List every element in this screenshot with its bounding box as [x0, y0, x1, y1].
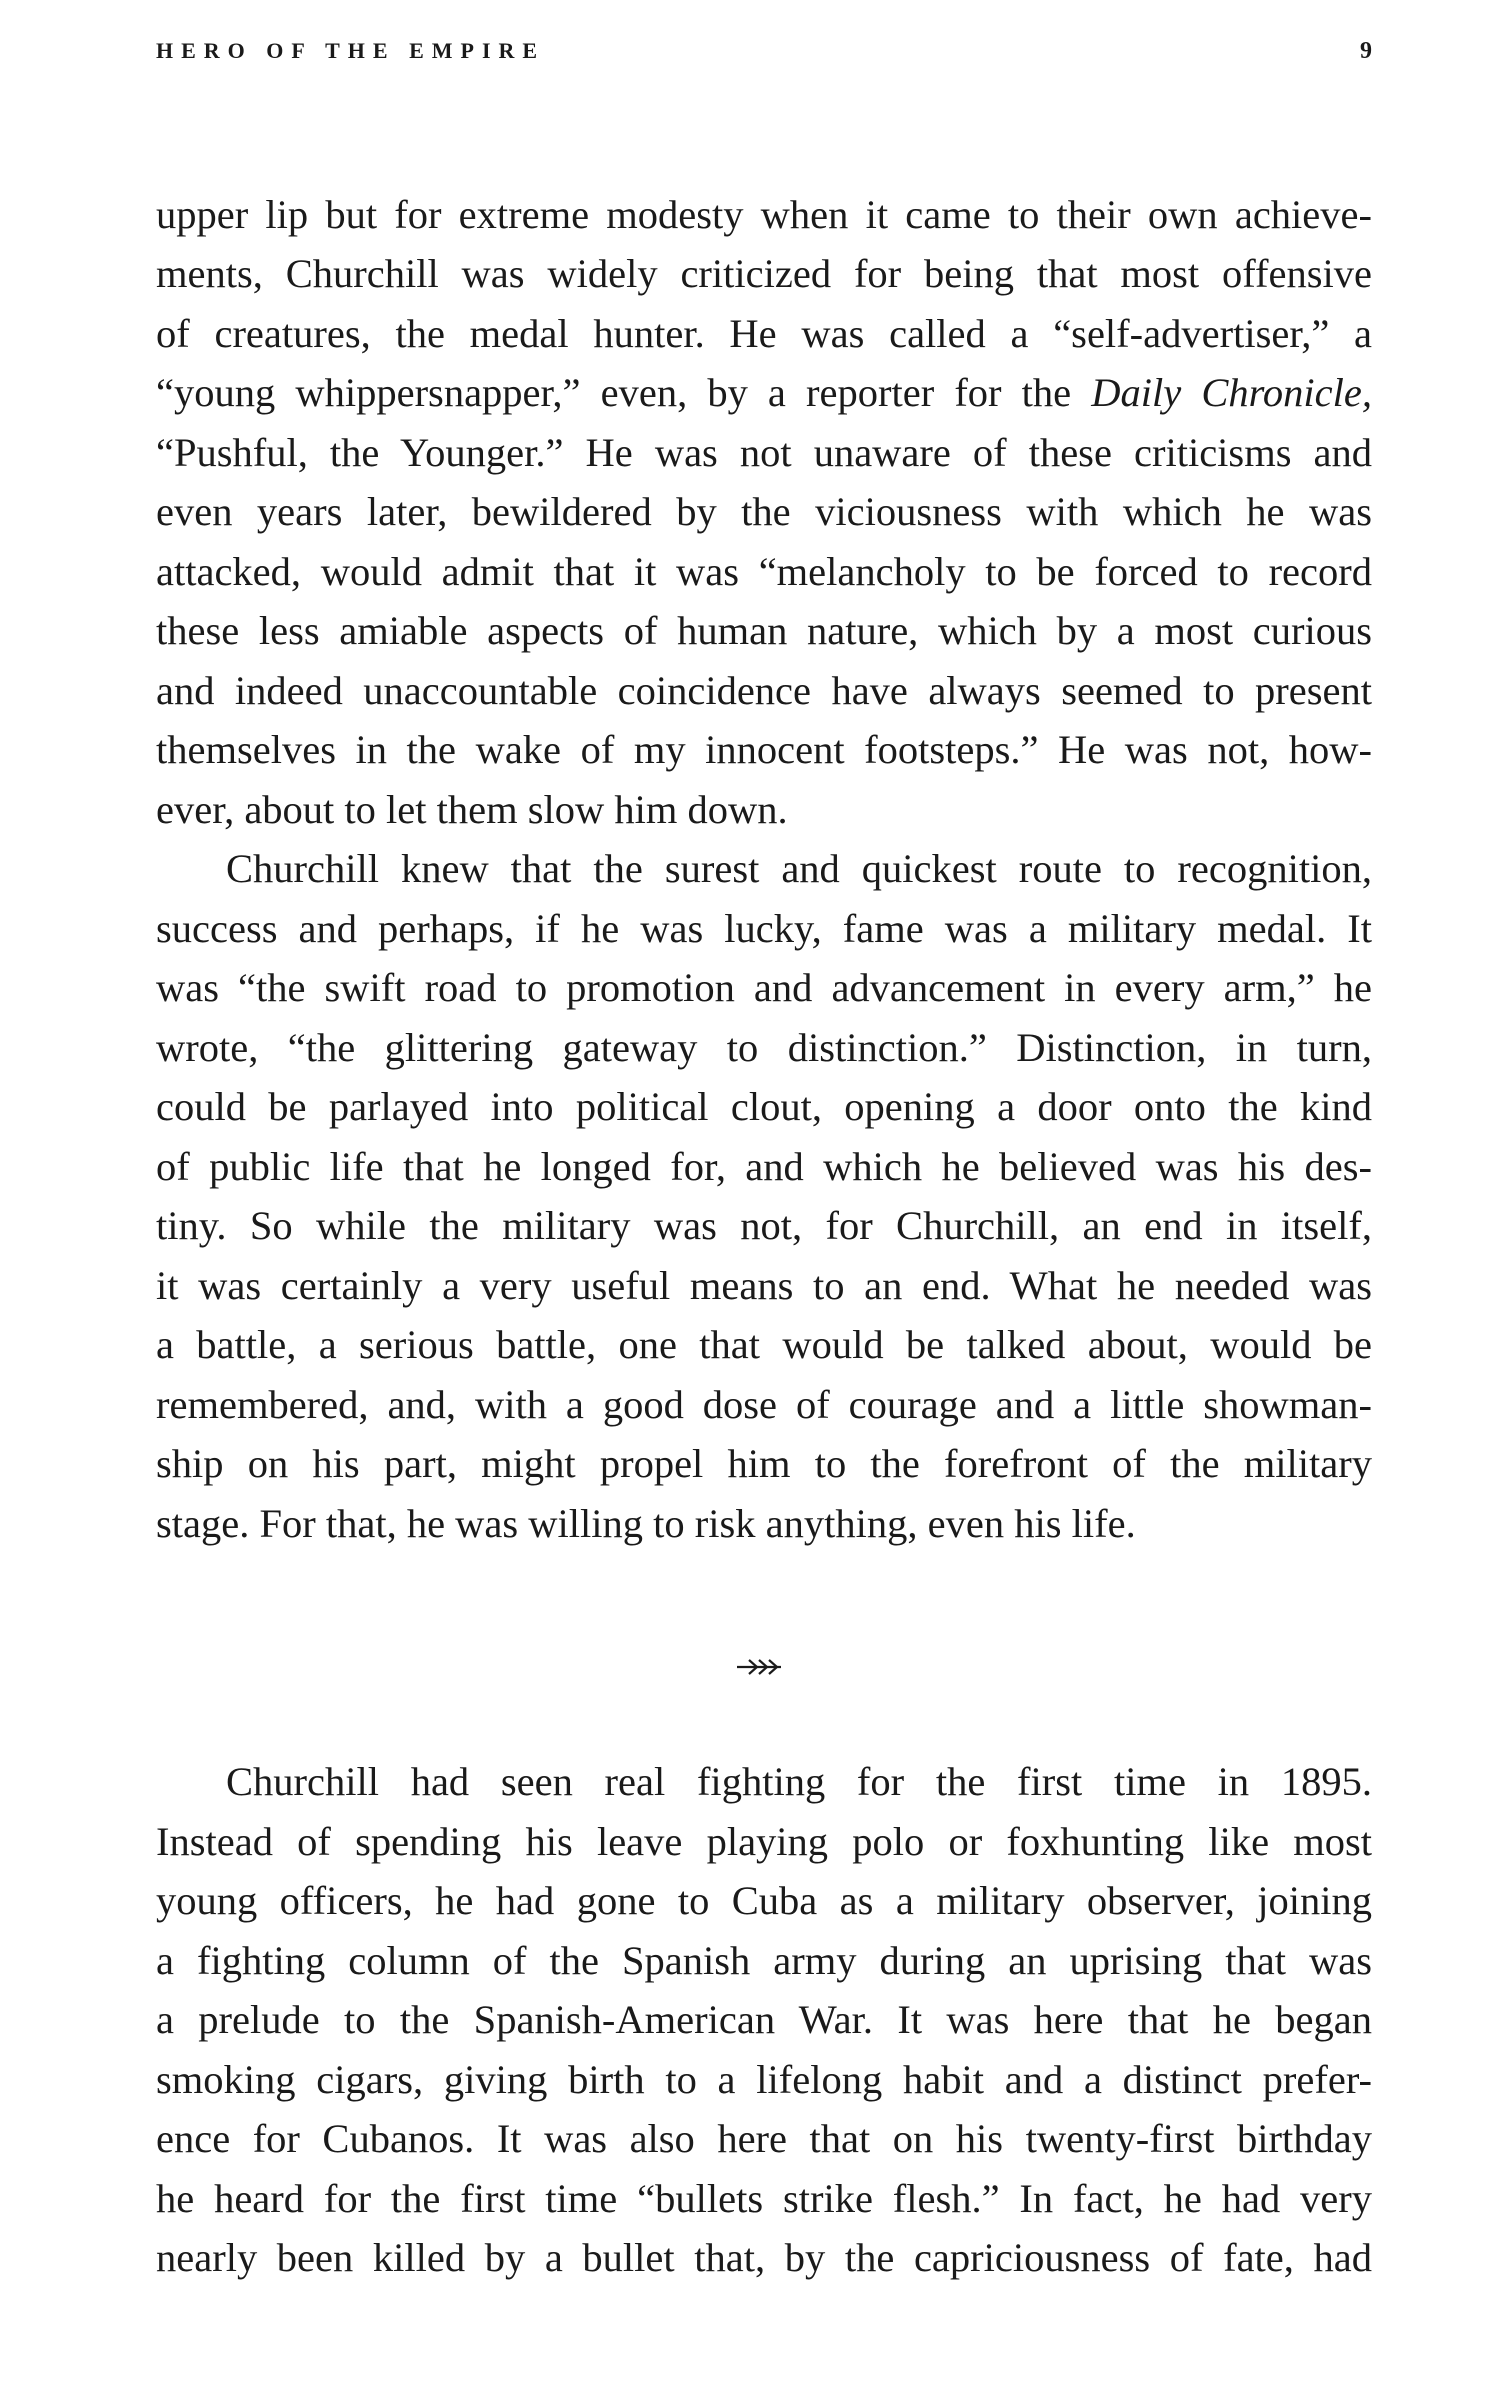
text-line: of creatures, the medal hunter. He was called a “self-advertiser,” a [156, 311, 1372, 356]
text-line: Churchill had seen real fighting for the first time in 1895. [226, 1759, 1372, 1804]
text-line: and indeed unaccountable coincidence have always seemed to present [156, 668, 1372, 713]
text-line: nearly been killed by a bullet that, by the capriciousness of fate, had [156, 2235, 1372, 2280]
text-line: these less amiable aspects of human nature, which by a most curious [156, 608, 1372, 653]
section-break-arrow-icon [735, 1656, 785, 1678]
text-line: Instead of spending his leave playing polo or foxhunting like most [156, 1819, 1372, 1864]
text-line: smoking cigars, giving birth to a lifelong habit and a distinct prefer- [156, 2057, 1372, 2102]
page-number: 9 [1360, 38, 1372, 64]
text-line: ments, Churchill was widely criticized for being that most offensive [156, 251, 1372, 296]
text-line: upper lip but for extreme modesty when it came to their own achieve- [156, 192, 1372, 237]
text-line: remembered, and, with a good dose of courage and a little showman- [156, 1382, 1372, 1427]
text-line: ence for Cubanos. It was also here that on his twenty-first birthday [156, 2116, 1372, 2161]
text-line: Churchill knew that the surest and quickest route to recognition, [226, 846, 1372, 891]
text-line: of public life that he longed for, and which he believed was his des- [156, 1144, 1372, 1189]
text-line: was “the swift road to promotion and advancement in every arm,” he [156, 965, 1372, 1010]
text-line: “Pushful, the Younger.” He was not unaware of these criticisms and [156, 430, 1372, 475]
text-line: a battle, a serious battle, one that would be talked about, would be [156, 1322, 1372, 1367]
italic-publication-title: Daily Chronicle, [1091, 370, 1372, 415]
text-line: ship on his part, might propel him to the forefront of the military [156, 1441, 1372, 1486]
text-line [156, 368, 1372, 418]
text-line: he heard for the first time “bullets strike flesh.” In fact, he had very [156, 2176, 1372, 2221]
text-line: tiny. So while the military was not, for Churchill, an end in itself, [156, 1203, 1372, 1248]
text-segment: “young whippersnapper,” even, by a reporter for the [156, 370, 1092, 415]
text-line: young officers, he had gone to Cuba as a military observer, joining [156, 1878, 1372, 1923]
running-head: HERO OF THE EMPIRE [156, 38, 546, 63]
text-line: could be parlayed into political clout, opening a door onto the kind [156, 1084, 1372, 1129]
text-line: wrote, “the glittering gateway to distinction.” Distinction, in turn, [156, 1025, 1372, 1070]
text-line: attacked, would admit that it was “melancholy to be forced to record [156, 549, 1372, 594]
text-line: a prelude to the Spanish-American War. It was here that he began [156, 1997, 1372, 2042]
text-line: success and perhaps, if he was lucky, fame was a military medal. It [156, 906, 1372, 951]
text-line: it was certainly a very useful means to an end. What he needed was [156, 1263, 1372, 1308]
text-line: stage. For that, he was willing to risk anything, even his life. [156, 1501, 1136, 1546]
text-line: themselves in the wake of my innocent footsteps.” He was not, how- [156, 727, 1372, 772]
text-line: ever, about to let them slow him down. [156, 787, 788, 832]
text-line: a fighting column of the Spanish army during an uprising that was [156, 1938, 1372, 1983]
text-line: even years later, bewildered by the viciousness with which he was [156, 489, 1372, 534]
